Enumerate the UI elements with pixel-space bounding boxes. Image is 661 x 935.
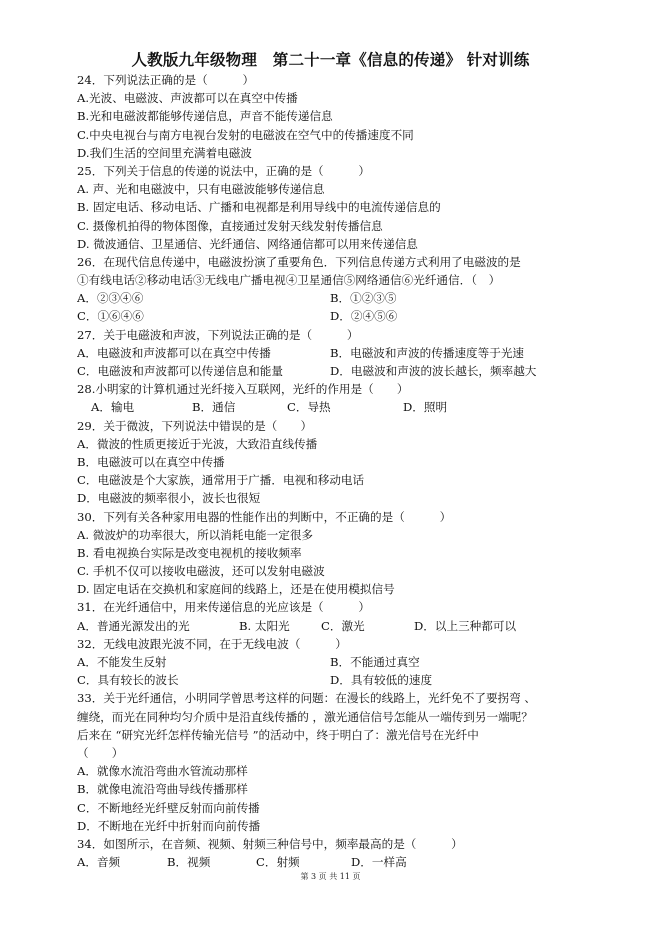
- option-text: C．电磁波和声波都可以传递信息和能量: [77, 364, 283, 378]
- question-32-stem: 32．无线电波跟光波不同，在于无线电波（ ）: [77, 636, 347, 651]
- question-24-stem: 24．下列说法正确的是（ ）: [77, 73, 255, 87]
- option-row: [77, 671, 617, 689]
- question-28-stem: 28.小明家的计算机通过光纤接入互联网，光纤的作用是（ ）: [77, 382, 409, 397]
- option-text: D.我们生活的空间里充满着电磁波: [77, 145, 252, 160]
- option-row: [77, 362, 617, 380]
- option-text: D．电磁波和声波的波长越长，频率越大: [330, 364, 537, 378]
- question-33-stem-cont: 后来在 “研究光纤怎样传输光信号 ”的活动中，终于明白了：激光信号在光纤中: [77, 727, 479, 742]
- option-row: [77, 307, 617, 325]
- option-row: [77, 617, 617, 635]
- option-text: A．②③④⑥: [77, 291, 144, 306]
- question-26-stem-cont: ①有线电话②移动电话③无线电广播电视④卫星通信⑤网络通信⑥光纤通信．（ ）: [77, 273, 501, 288]
- question-29-stem: 29．关于微波，下列说法中错误的是（ ）: [77, 418, 313, 433]
- option-text: C．射频: [256, 855, 300, 870]
- option-text: C.中央电视台与南方电视台发射的电磁波在空气中的传播速度不同: [77, 127, 414, 142]
- option-text: B．视频: [167, 855, 211, 870]
- option-text: C．不断地经光纤壁反射而向前传播: [77, 800, 260, 815]
- option-text: D．②④⑤⑥: [330, 309, 398, 324]
- option-text: A．就像水流沿弯曲水管流动那样: [77, 764, 248, 779]
- document-title: 人教版九年级物理 第二十一章《信息的传递》 针对训练: [131, 51, 530, 69]
- option-text: B．通信: [192, 400, 236, 415]
- question-list: [77, 71, 617, 871]
- question-34-stem: 34．如图所示，在音频、视频、射频三种信号中，频率最高的是（ ）: [77, 836, 463, 851]
- option-row: [77, 289, 617, 307]
- option-text: A．音频: [77, 855, 121, 870]
- question-26-stem: 26．在现代信息传递中，电磁波扮演了重要角色．下列信息传递方式利用了电磁波的是: [77, 254, 521, 269]
- answer-blank: （ ）: [77, 745, 124, 760]
- option-text: A. 微波炉的功率很大，所以消耗电能一定很多: [77, 527, 314, 542]
- question-25-stem: 25．下列关于信息的传递的说法中，正确的是（ ）: [77, 163, 371, 178]
- option-row: [77, 653, 617, 671]
- option-text: B. 太阳光: [239, 618, 290, 633]
- option-text: B．就像电流沿弯曲导线传播那样: [77, 782, 248, 797]
- option-text: B. 看电视换台实际是改变电视机的接收频率: [77, 545, 302, 560]
- question-31-stem: 31．在光纤通信中，用来传递信息的光应该是（ ）: [77, 600, 371, 615]
- question-30-stem: 30．下列有关各种家用电器的性能作出的判断中，不正确的是（ ）: [77, 509, 452, 524]
- option-text: D．一样高: [351, 855, 407, 870]
- option-text: A．不能发生反射: [77, 655, 167, 669]
- option-row: [77, 398, 617, 416]
- option-text: D．具有较低的速度: [330, 673, 433, 688]
- option-text: D．不断地在光纤中折射而向前传播: [77, 818, 261, 833]
- option-text: B．电磁波可以在真空中传播: [77, 454, 225, 469]
- option-text: D．以上三种都可以: [414, 618, 517, 633]
- option-text: A．微波的性质更接近于光波，大致沿直线传播: [77, 436, 318, 451]
- option-text: B.光和电磁波都能够传递信息，声音不能传递信息: [77, 109, 333, 124]
- option-text: B．①②③⑤: [330, 291, 397, 306]
- option-text: A．普通光源发出的光: [77, 618, 190, 633]
- option-text: C. 手机不仅可以接收电磁波，还可以发射电磁波: [77, 564, 325, 579]
- question-33-stem-cont: 缠绕，而光在同种均匀介质中是沿直线传播的 ，激光通信信号怎能从一端传到另一端呢？: [77, 709, 533, 724]
- option-text: C．导热: [287, 400, 331, 415]
- page-number: 第 3 页 共 11 页: [300, 872, 361, 881]
- option-text: B．电磁波和声波的传播速度等于光速: [330, 345, 525, 360]
- option-text: A．电磁波和声波都可以在真空中传播: [77, 345, 271, 360]
- option-text: D. 固定电话在交换机和家庭间的线路上，还是在使用模拟信号: [77, 582, 395, 597]
- option-text: C．具有较长的波长: [77, 673, 179, 688]
- option-text: D．电磁波的频率很小，波长也很短: [77, 491, 261, 506]
- option-text: C．激光: [321, 618, 365, 633]
- question-33-stem: 33．关于光纤通信，小明同学曾思考这样的问题：在漫长的线路上，光纤免不了要拐弯 、: [77, 691, 537, 706]
- option-text: C. 摄像机拍得的物体图像，直接通过发射天线发射传播信息: [77, 218, 383, 233]
- option-text: D. 微波通信、卫星通信、光纤通信、网络通信都可以用来传递信息: [77, 236, 418, 251]
- option-text: A. 声、光和电磁波中，只有电磁波能够传递信息: [77, 182, 325, 197]
- option-text: A．输电: [91, 400, 135, 415]
- option-row: [77, 853, 617, 871]
- option-row: [77, 344, 617, 362]
- option-text: D．照明: [403, 400, 448, 415]
- option-text: C．①⑥④⑥: [77, 309, 144, 324]
- question-27-stem: 27．关于电磁波和声波，下列说法正确的是（ ）: [77, 327, 359, 342]
- option-text: A.光波、电磁波、声波都可以在真空中传播: [77, 91, 298, 106]
- option-text: C．电磁波是个大家族，通常用于广播．电视和移动电话: [77, 473, 365, 488]
- option-text: B．不能通过真空: [330, 655, 420, 669]
- option-text: B. 固定电话、移动电话、广播和电视都是利用导线中的电流传递信息的: [77, 200, 441, 215]
